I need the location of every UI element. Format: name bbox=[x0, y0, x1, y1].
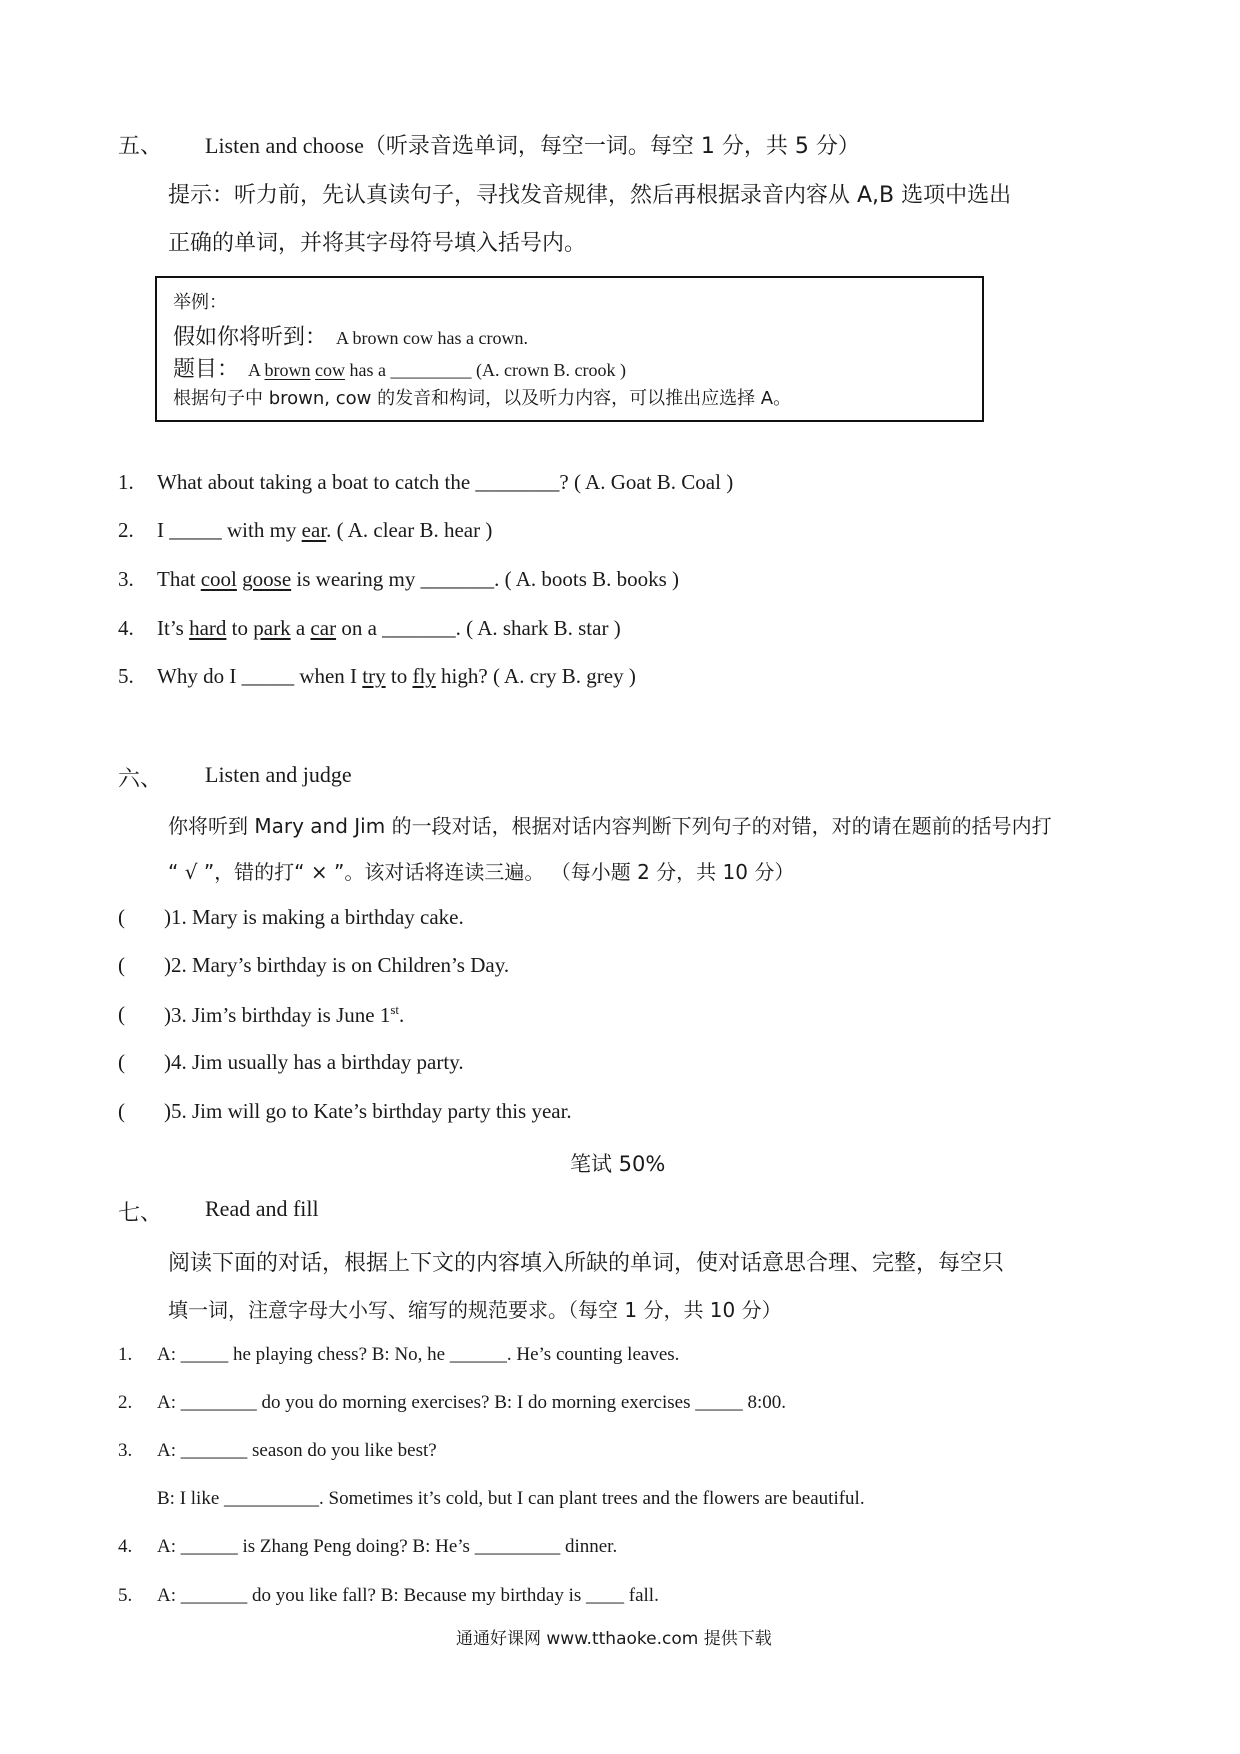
section-5-title bbox=[205, 129, 860, 160]
s7-q3-text-line-2: B: I like __________. Sometimes it’s cold, but I can plant trees and the flowers are beautiful. bbox=[157, 1488, 865, 1509]
s5-q1-text: What about taking a boat to catch the ________? ( A. Goat B. Coal ) bbox=[157, 470, 734, 494]
q-text: a bbox=[290, 616, 311, 640]
s7-q2-number: 2. bbox=[118, 1392, 133, 1413]
section-6-number: 六、 bbox=[118, 766, 163, 791]
example-underlined-word: brown bbox=[264, 360, 311, 380]
section-7-number: 七、 bbox=[118, 1200, 163, 1225]
s5-q5-number: 5. bbox=[118, 664, 134, 688]
s5-q1-number: 1. bbox=[118, 470, 134, 494]
s5-q3-text bbox=[157, 567, 679, 592]
ordinal-suffix: st bbox=[390, 1002, 399, 1017]
section-6-title: Listen and judge bbox=[205, 762, 352, 787]
q-text: Why do I _____ when I bbox=[157, 664, 363, 688]
s5-q5-text bbox=[157, 664, 636, 689]
s5-q2-text bbox=[157, 518, 492, 543]
q-underlined-word: car bbox=[310, 616, 337, 640]
q-text: It’s bbox=[157, 616, 190, 640]
s6-item-4-text: )4. Jim usually has a birthday party. bbox=[164, 1050, 464, 1074]
written-section-heading: 笔试 50% bbox=[570, 1152, 666, 1176]
q-text: to bbox=[226, 616, 254, 640]
s7-q3-text: A: _______ season do you like best? bbox=[157, 1440, 437, 1461]
example-text: has a _________ (A. crown B. crook ) bbox=[345, 360, 626, 380]
section-5-tip-line-2: 正确的单词，并将其字母符号填入括号内。 bbox=[168, 231, 587, 256]
section-7-title: Read and fill bbox=[205, 1196, 319, 1221]
example-line-4: 根据句子中 brown, cow 的发音和构词，以及听力内容，可以推出应选择 A。 bbox=[173, 388, 792, 409]
q-text: on a _______. ( A. shark B. star ) bbox=[336, 616, 621, 640]
section-6-desc-line-1: 你将听到 Mary and Jim 的一段对话，根据对话内容判断下列句子的对错，对的请在题前的括号内打 bbox=[168, 814, 1052, 838]
s6-item-5-text: )5. Jim will go to Kate’s birthday party this year. bbox=[164, 1099, 572, 1123]
s5-q3-number: 3. bbox=[118, 567, 134, 591]
section-5-tip-line-1: 提示：听力前，先认真读句子，寻找发音规律，然后再根据录音内容从 A,B 选项中选出 bbox=[168, 183, 1012, 208]
q-text: to bbox=[385, 664, 413, 688]
example-underlined-word: cow bbox=[315, 360, 346, 380]
section-7-desc-line-1: 阅读下面的对话，根据上下文的内容填入所缺的单词，使对话意思合理、完整，每空只 bbox=[168, 1251, 1005, 1276]
section-5-score: （听录音选单词，每空一词。每空 1 分，共 5 分） bbox=[363, 134, 860, 159]
q-text: That bbox=[157, 567, 201, 591]
s7-q2-text: A: ________ do you do morning exercises? B: I do morning exercises _____ 8:00. bbox=[157, 1392, 787, 1413]
section-5-number: 五、 bbox=[118, 133, 163, 158]
example-question-label: 题目： bbox=[173, 357, 240, 382]
q-underlined-word: try bbox=[362, 664, 386, 688]
section-5-title-text: Listen and choose bbox=[205, 133, 364, 158]
q-underlined-word: park bbox=[253, 616, 291, 640]
example-text: A bbox=[248, 360, 265, 380]
s5-q4-number: 4. bbox=[118, 616, 134, 640]
s6-item-2-paren: ( bbox=[118, 953, 125, 977]
page-footer: 通通好课网 www.tthaoke.com 提供下载 bbox=[456, 1629, 772, 1649]
s7-q1-number: 1. bbox=[118, 1344, 133, 1365]
q-underlined-word: fly bbox=[412, 664, 436, 688]
s6-item-1-paren: ( bbox=[118, 905, 125, 929]
s6-item-2-text: )2. Mary’s birthday is on Children’s Day. bbox=[164, 953, 510, 977]
s6-item-1-text: )1. Mary is making a birthday cake. bbox=[164, 905, 464, 929]
example-line-2 bbox=[173, 320, 528, 351]
item-text: . bbox=[399, 1003, 405, 1027]
s6-item-5-paren: ( bbox=[118, 1099, 125, 1123]
s5-q2-number: 2. bbox=[118, 518, 134, 542]
s7-q3-number: 3. bbox=[118, 1440, 133, 1461]
s5-q4-text bbox=[157, 616, 621, 641]
s7-q1-text: A: _____ he playing chess? B: No, he ______. He’s counting leaves. bbox=[157, 1344, 680, 1365]
q-underlined-word: cool bbox=[200, 567, 237, 591]
section-7-desc-line-2: 填一词，注意字母大小写、缩写的规范要求。（每空 1 分，共 10 分） bbox=[168, 1298, 782, 1322]
section-6-desc-line-2: “ √ ”，错的打“ × ”。该对话将连读三遍。 （每小题 2 分，共 10 分） bbox=[168, 860, 795, 884]
q-text: I _____ with my bbox=[157, 518, 302, 542]
q-underlined-word: ear bbox=[301, 518, 327, 542]
example-hear-label: 假如你将听到： bbox=[173, 325, 328, 350]
example-box bbox=[155, 276, 984, 422]
item-text: )3. Jim’s birthday is June 1 bbox=[164, 1003, 391, 1027]
s7-q5-text: A: _______ do you like fall? B: Because my birthday is ____ fall. bbox=[157, 1585, 659, 1606]
s6-item-3-paren: ( bbox=[118, 1002, 125, 1026]
s7-q4-text: A: ______ is Zhang Peng doing? B: He’s _________ dinner. bbox=[157, 1536, 618, 1557]
example-line-3 bbox=[173, 352, 626, 383]
s6-item-3-text bbox=[164, 1002, 404, 1028]
q-text: high? ( A. cry B. grey ) bbox=[435, 664, 636, 688]
q-underlined-word: goose bbox=[242, 567, 292, 591]
s6-item-4-paren: ( bbox=[118, 1050, 125, 1074]
s7-q4-number: 4. bbox=[118, 1536, 133, 1557]
q-text: . ( A. clear B. hear ) bbox=[326, 518, 493, 542]
example-heading: 举例： bbox=[173, 292, 227, 313]
s7-q5-number: 5. bbox=[118, 1585, 133, 1606]
example-hear-sentence: A brown cow has a crown. bbox=[336, 328, 528, 348]
q-underlined-word: hard bbox=[189, 616, 227, 640]
q-text: is wearing my _______. ( A. boots B. books ) bbox=[291, 567, 680, 591]
